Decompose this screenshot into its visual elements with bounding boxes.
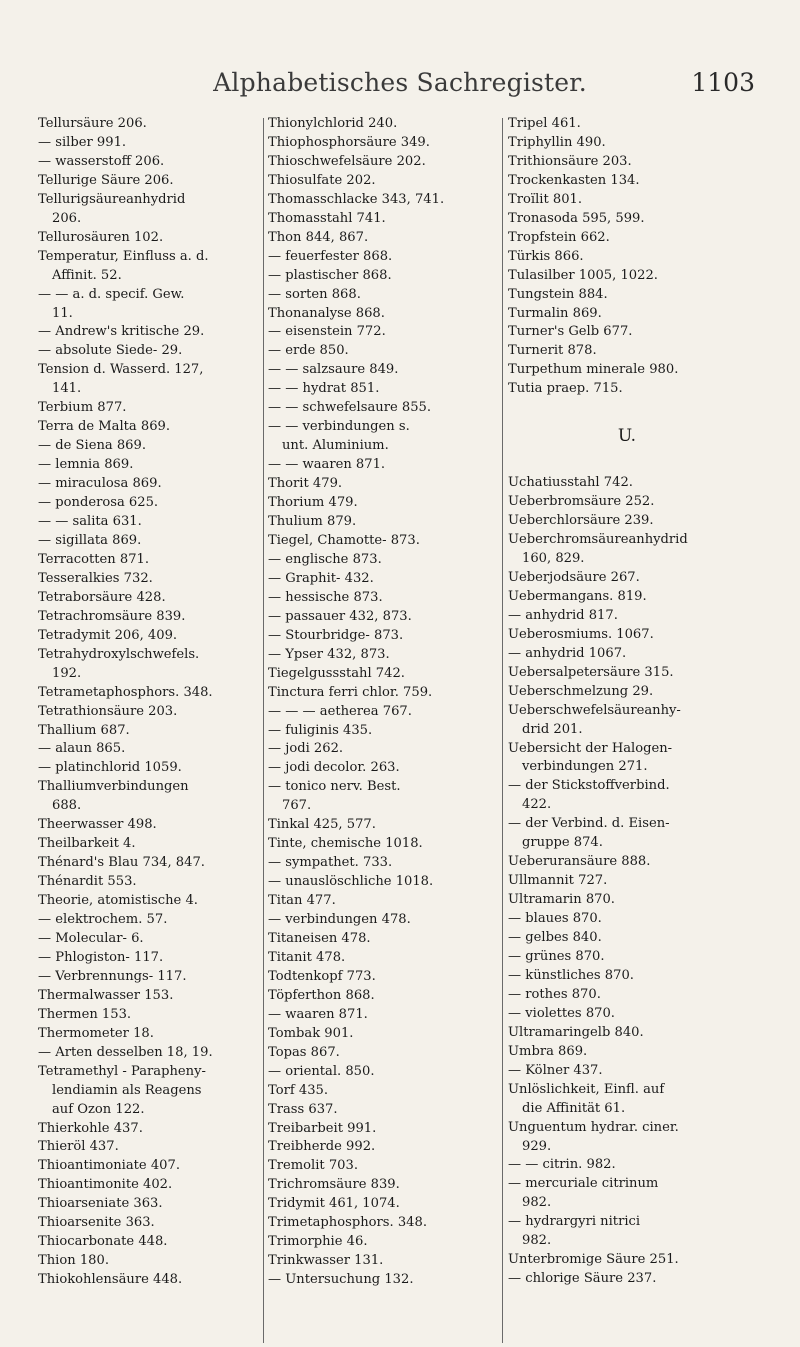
index-entry: Turpethum minerale 980.	[508, 362, 679, 378]
index-entry-continuation: auf Ozon 122.	[52, 1101, 145, 1117]
index-entry: Ullmannit 727.	[508, 873, 608, 889]
index-entry: Uchatiusstahl 742.	[508, 475, 633, 491]
index-entry: — Kölner 437.	[508, 1062, 603, 1078]
index-entry: Thallium 687.	[38, 722, 130, 738]
index-entry: Topas 867.	[268, 1044, 340, 1060]
index-entry: Theilbarkeit 4.	[38, 836, 136, 852]
index-entry: Thomasstahl 741.	[268, 210, 386, 226]
index-entry: Tulasilber 1005, 1022.	[508, 267, 658, 283]
index-entry: Troïlit 801.	[508, 191, 583, 207]
index-entry: Trithionsäure 203.	[508, 153, 632, 169]
index-entry: — anhydrid 1067.	[508, 645, 627, 661]
index-entry: — waaren 871.	[268, 1006, 368, 1022]
index-entry: — elektrochem. 57.	[38, 912, 168, 928]
index-entry: Thonanalyse 868.	[268, 305, 385, 321]
index-entry: Tremolit 703.	[268, 1158, 358, 1174]
index-entry: Thierkohle 437.	[38, 1120, 143, 1136]
index-entry: — blaues 870.	[508, 911, 602, 927]
index-entry: Ueberchlorsäure 239.	[508, 513, 654, 529]
index-entry: Ultramarin 870.	[508, 892, 615, 908]
index-entry: Terracotten 871.	[38, 551, 150, 567]
index-entry: Thioschwefelsäure 202.	[268, 153, 426, 169]
index-entry: Theerwasser 498.	[38, 817, 157, 833]
index-entry: Tension d. Wasserd. 127,	[38, 362, 204, 378]
index-entry: — oriental. 850.	[268, 1063, 375, 1079]
index-entry: Töpferthon 868.	[268, 987, 375, 1003]
index-entry: Torf 435.	[268, 1082, 329, 1098]
index-entry: — mercuriale citrinum	[508, 1176, 659, 1192]
index-entry: Tungstein 884.	[508, 286, 608, 302]
index-entry: Thénard's Blau 734, 847.	[38, 855, 205, 871]
index-entry: Tellursäure 206.	[38, 116, 147, 131]
index-entry: Tinctura ferri chlor. 759.	[268, 684, 433, 700]
index-entry: — anhydrid 817.	[508, 607, 618, 623]
index-entry: Terra de Malta 869.	[38, 419, 171, 435]
index-entry: Thomasschlacke 343, 741.	[268, 191, 445, 207]
index-entry: Tetrametaphosphors. 348.	[38, 684, 213, 700]
spacer	[508, 399, 766, 418]
index-entry-continuation: 11.	[52, 305, 73, 321]
index-entry: Thermalwasser 153.	[38, 987, 174, 1003]
index-entry: Uebersicht der Halogen-	[508, 740, 673, 756]
index-entry: Ueberschmelzung 29.	[508, 683, 654, 699]
index-entry: Turner's Gelb 677.	[508, 324, 633, 340]
index-entry-continuation: 982.	[522, 1233, 552, 1249]
index-entry-continuation: 929.	[522, 1138, 552, 1154]
index-entry: Thiophosphorsäure 349.	[268, 134, 430, 150]
index-entry: — — salzsaure 849.	[268, 362, 399, 378]
index-entry: — — waaren 871.	[268, 457, 386, 473]
index-entry: — — — aetherea 767.	[268, 703, 412, 719]
index-entry: Tiegel, Chamotte- 873.	[268, 532, 420, 548]
index-entry: Thermen 153.	[38, 1006, 132, 1022]
index-entry: Trimorphie 46.	[268, 1234, 368, 1250]
index-entry: — hessische 873.	[268, 589, 383, 605]
page-title: Alphabetisches Sachregister.	[213, 68, 587, 97]
index-entry: Trass 637.	[268, 1101, 338, 1117]
index-entry-continuation: 688.	[52, 798, 82, 814]
index-entry: Ueberchromsäureanhydrid	[508, 532, 688, 548]
page-number: 1103	[691, 68, 755, 97]
index-entry: Ueberbromsäure 252.	[508, 494, 655, 510]
index-entry: Tutia praep. 715.	[508, 381, 623, 397]
index-entry: Thionylchlorid 240.	[268, 116, 398, 131]
index-entry: Tellurosäuren 102.	[38, 229, 164, 245]
index-entry: — Molecular- 6.	[38, 930, 144, 946]
index-entry: — unauslöschliche 1018.	[268, 874, 434, 890]
index-entry: Tinkal 425, 577.	[268, 817, 376, 833]
index-entry: Tesseralkies 732.	[38, 570, 153, 586]
index-entry: — — schwefelsaure 855.	[268, 400, 432, 416]
index-entry: — plastischer 868.	[268, 267, 392, 283]
index-entry: — alaun 865.	[38, 741, 126, 757]
index-entry: Tetrahydroxylschwefels.	[38, 646, 200, 662]
index-entry: Thioarseniate 363.	[38, 1196, 163, 1212]
index-entry: Ueberuransäure 888.	[508, 854, 651, 870]
index-entry-continuation: unt. Aluminium.	[282, 438, 389, 454]
index-entry: — verbindungen 478.	[268, 912, 411, 928]
index-entry: — miraculosa 869.	[38, 476, 162, 492]
index-entry: Treibherde 992.	[268, 1139, 376, 1155]
index-entry: — passauer 432, 873.	[268, 608, 412, 624]
index-entry-continuation: die Affinität 61.	[522, 1100, 626, 1116]
index-entry: Thulium 879.	[268, 514, 357, 530]
index-entry: Unterbromige Säure 251.	[508, 1252, 679, 1268]
index-column-2	[268, 115, 495, 1290]
index-entry: — Verbrennungs- 117.	[38, 968, 187, 984]
column-divider	[502, 118, 503, 1343]
index-entry: Tellurigsäureanhydrid	[38, 191, 186, 207]
index-entry: Turnerit 878.	[508, 343, 597, 359]
index-column-1	[38, 115, 260, 1290]
index-entry: Thieröl 437.	[38, 1139, 119, 1155]
index-entry: Tetraborsäure 428.	[38, 589, 166, 605]
index-entry: — feuerfester 868.	[268, 248, 393, 264]
index-entry: Unguentum hydrar. ciner.	[508, 1119, 679, 1135]
index-column-3	[508, 115, 766, 1289]
index-entry: Ueberschwefelsäureanhy-	[508, 702, 681, 718]
index-entry: Trinkwasser 131.	[268, 1253, 384, 1269]
index-entry: — lemnia 869.	[38, 457, 134, 473]
index-entry: Tetradymit 206, 409.	[38, 627, 178, 643]
index-entry: Uebermangans. 819.	[508, 588, 647, 604]
index-entry: — jodi 262.	[268, 741, 344, 757]
index-entry: — englische 873.	[268, 551, 382, 567]
index-entry: — rothes 870.	[508, 986, 601, 1002]
index-entry: Theorie, atomistische 4.	[38, 893, 198, 909]
section-letter: U.	[617, 426, 637, 447]
index-entry: Thermometer 18.	[38, 1025, 154, 1041]
index-entry: Tellurige Säure 206.	[38, 172, 174, 188]
index-entry: — silber 991.	[38, 134, 127, 150]
index-entry-continuation: drid 201.	[522, 721, 583, 737]
index-entry: — erde 850.	[268, 343, 349, 359]
index-entry: Thorit 479.	[268, 476, 343, 492]
index-entry: — — salita 631.	[38, 514, 142, 530]
index-entry: Tetrachromsäure 839.	[38, 608, 186, 624]
index-entry: — — hydrat 851.	[268, 381, 380, 397]
index-entry: Titanit 478.	[268, 949, 346, 965]
index-entry: Thiosulfate 202.	[268, 172, 376, 188]
index-entry: — — citrin. 982.	[508, 1157, 616, 1173]
index-entry: Tinte, chemische 1018.	[268, 836, 423, 852]
index-entry: Tronasoda 595, 599.	[508, 210, 645, 226]
index-entry: — Stourbridge- 873.	[268, 627, 404, 643]
index-entry: Thiocarbonate 448.	[38, 1234, 168, 1250]
index-entry: Thiokohlensäure 448.	[38, 1272, 183, 1288]
index-entry: — de Siena 869.	[38, 438, 147, 454]
index-entry: — sigillata 869.	[38, 532, 142, 548]
index-entry: — grünes 870.	[508, 949, 605, 964]
index-entry: Todtenkopf 773.	[268, 968, 376, 984]
index-entry: — wasserstoff 206.	[38, 153, 165, 169]
page-header	[0, 68, 800, 108]
index-entry: — der Stickstoffverbind.	[508, 778, 670, 794]
index-entry-continuation: 422.	[522, 797, 552, 813]
spacer	[508, 455, 766, 474]
index-entry: Thion 180.	[38, 1253, 109, 1269]
index-entry: — jodi decolor. 263.	[268, 760, 400, 776]
index-entry: — platinchlorid 1059.	[38, 760, 182, 776]
index-entry: Unlöslichkeit, Einfl. auf	[508, 1081, 665, 1097]
index-entry: — Ypser 432, 873.	[268, 646, 390, 662]
index-entry: — fuliginis 435.	[268, 722, 373, 738]
index-entry: — der Verbind. d. Eisen-	[508, 816, 670, 832]
index-entry-continuation: verbindungen 271.	[522, 759, 648, 775]
index-entry-continuation: lendiamin als Reagens	[52, 1082, 202, 1098]
index-entry-continuation: 141.	[52, 381, 82, 397]
index-entry: — Untersuchung 132.	[268, 1272, 414, 1288]
index-entry: Tridymit 461, 1074.	[268, 1196, 400, 1212]
index-entry: Thioantimoniate 407.	[38, 1158, 180, 1174]
index-entry: Tetrathionsäure 203.	[38, 703, 178, 719]
index-entry: — künstliches 870.	[508, 967, 634, 983]
index-entry: Tetramethyl - Parapheny-	[38, 1063, 206, 1079]
index-entry: Treibarbeit 991.	[268, 1120, 377, 1136]
index-entry: Terbium 877.	[38, 400, 127, 416]
index-entry: Ultramaringelb 840.	[508, 1024, 644, 1040]
index-entry: Trockenkasten 134.	[508, 172, 640, 188]
index-entry: — Phlogiston- 117.	[38, 949, 164, 965]
index-entry: Titan 477.	[268, 893, 336, 909]
index-entry-continuation: 160, 829.	[522, 550, 585, 566]
index-entry: — absolute Siede- 29.	[38, 343, 183, 359]
index-entry: — — verbindungen s.	[268, 419, 410, 435]
index-entry: — violettes 870.	[508, 1005, 615, 1021]
index-entry: — Andrew's kritische 29.	[38, 324, 205, 340]
index-entry-continuation: 982.	[522, 1195, 552, 1211]
index-entry-continuation: gruppe 874.	[522, 835, 603, 851]
index-entry: Triphyllin 490.	[508, 134, 606, 150]
index-entry: — gelbes 840.	[508, 930, 602, 946]
index-entry: — eisenstein 772.	[268, 324, 386, 340]
index-entry: Tripel 461.	[508, 116, 581, 131]
index-entry: Trimetaphosphors. 348.	[268, 1215, 427, 1231]
index-entry: Ueberjodsäure 267.	[508, 569, 640, 585]
index-entry: Tropfstein 662.	[508, 229, 610, 245]
index-entry: Turmalin 869.	[508, 305, 602, 321]
index-entry: Türkis 866.	[508, 248, 584, 264]
index-entry: — Arten desselben 18, 19.	[38, 1044, 213, 1060]
index-entry: Tiegelgussstahl 742.	[268, 665, 405, 681]
index-entry: Thalliumverbindungen	[38, 779, 189, 795]
index-entry: — sorten 868.	[268, 286, 361, 302]
index-entry: — ponderosa 625.	[38, 495, 159, 511]
index-entry: Trichromsäure 839.	[268, 1177, 400, 1193]
index-entry: — tonico nerv. Best.	[268, 779, 401, 795]
index-entry: — hydrargyri nitrici	[508, 1214, 641, 1230]
index-entry: Tombak 901.	[268, 1025, 354, 1041]
index-entry: Thioantimonite 402.	[38, 1177, 173, 1193]
column-divider	[263, 118, 264, 1343]
index-entry: — sympathet. 733.	[268, 855, 393, 871]
index-entry: Thorium 479.	[268, 495, 358, 511]
index-entry-continuation: 206.	[52, 210, 82, 226]
index-entry-continuation: 767.	[282, 798, 312, 814]
index-entry-continuation: Affinit. 52.	[52, 267, 122, 283]
index-entry: Thénardit 553.	[38, 874, 137, 890]
index-entry: — Graphit- 432.	[268, 570, 374, 586]
index-entry: — chlorige Säure 237.	[508, 1271, 657, 1287]
index-entry: Uebersalpetersäure 315.	[508, 664, 674, 680]
index-entry: Thioarsenite 363.	[38, 1215, 155, 1231]
index-entry: — — a. d. specif. Gew.	[38, 286, 185, 302]
index-entry: Titaneisen 478.	[268, 930, 371, 946]
index-entry: Temperatur, Einfluss a. d.	[38, 248, 209, 264]
index-entry-continuation: 192.	[52, 665, 82, 681]
index-entry: Thon 844, 867.	[268, 229, 369, 245]
index-entry: Ueberosmiums. 1067.	[508, 626, 654, 642]
index-entry: Umbra 869.	[508, 1043, 588, 1059]
